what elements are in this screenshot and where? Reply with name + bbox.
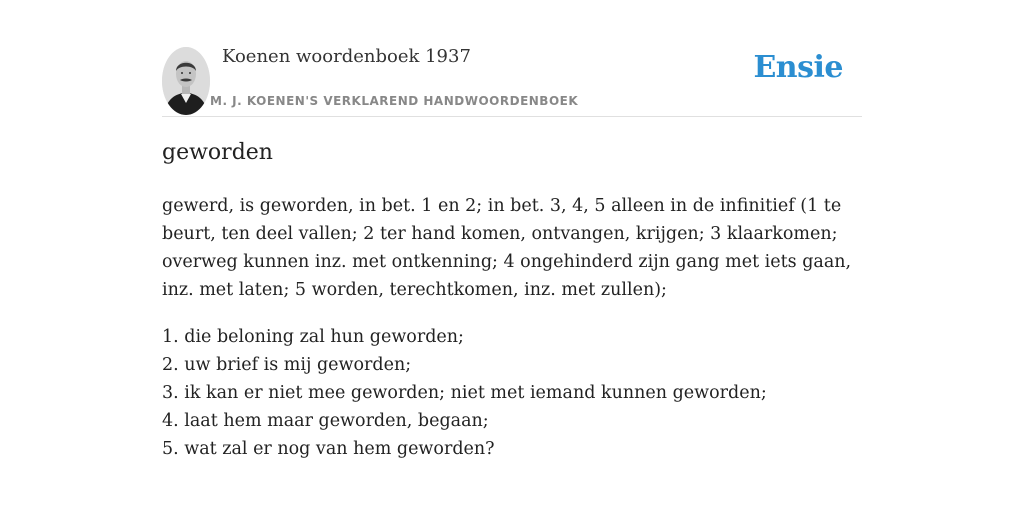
author-portrait-icon[interactable] <box>162 47 210 115</box>
source-header <box>162 0 862 117</box>
example-item: 2. uw brief is mij geworden; <box>162 355 412 375</box>
source-title-link[interactable]: Koenen woordenboek 1937 <box>222 46 471 67</box>
entry-page <box>162 0 862 459</box>
example-item: 5. wat zal er nog van hem geworden? <box>162 439 495 459</box>
example-item: 1. die beloning zal hun geworden; <box>162 327 464 347</box>
example-item: 4. laat hem maar geworden, begaan; <box>162 411 489 431</box>
headword: geworden <box>162 140 273 165</box>
definition-text: gewerd, is geworden, in bet. 1 en 2; in bet. 3, 4, 5 alleen in de infinitief (1 te beurt, ten deel vallen; 2 ter hand komen, ontvangen, krijgen; 3 klaarkomen; overweg kunnen inz. met ontkenning; 4 ongehinderd zijn gang met iets gaan, inz. met laten; 5 worden, terechtkomen, inz. met zullen); <box>162 196 852 300</box>
source-subtitle: M. J. KOENEN'S VERKLAREND HANDWOORDENBOEK <box>210 94 579 108</box>
examples-list <box>162 323 862 463</box>
ensie-logo[interactable]: Ensie <box>753 50 843 85</box>
example-item: 3. ik kan er niet mee geworden; niet met iemand kunnen geworden; <box>162 383 767 403</box>
